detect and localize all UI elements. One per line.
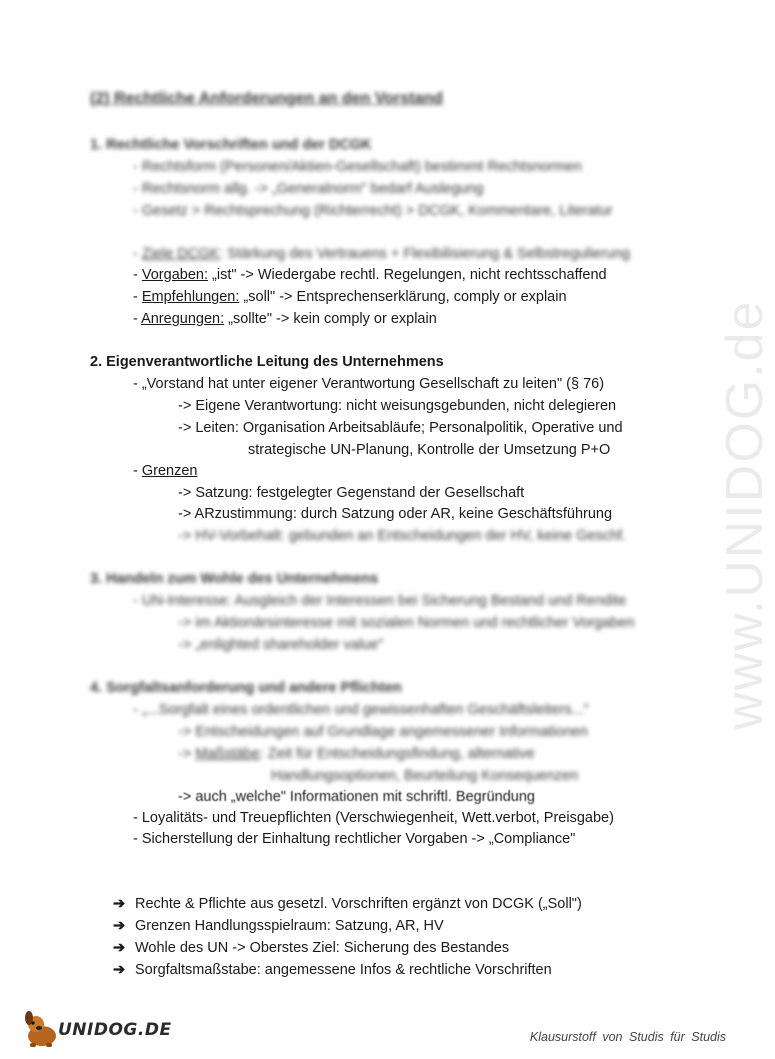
section-4-heading: 4. Sorgfaltsanforderung und andere Pflichten	[90, 680, 402, 696]
summary-item-1-text: Rechte & Pflichte aus gesetzl. Vorschriften ergänzt von DCGK („Soll")	[135, 896, 582, 912]
s3-arrow-2: -> „enlighted shareholder value"	[178, 637, 384, 653]
s2-bullet-2-label: Grenzen	[141, 463, 198, 479]
s2-arrow-5: -> HV-Vorbehalt: gebunden an Entscheidungen der HV, keine Geschf.	[178, 528, 627, 544]
s1-bullet-6-label: Empfehlungen:	[141, 289, 240, 305]
s4-arrow-2-label: Maßstäbe	[195, 746, 260, 762]
s4-arrow-1: -> Entscheidungen auf Grundlage angemessener Informationen	[178, 724, 588, 740]
arrow-right-icon: ➔	[113, 940, 126, 956]
s4-arrow-2-continued: Handlungsoptionen, Beurteilung Konsequenzen	[271, 768, 579, 784]
summary-item-2	[113, 916, 444, 936]
s1-bullet-1: - Rechtsform (Personen/Aktien-Gesellschaft) bestimmt Rechtsnormen	[133, 159, 582, 175]
s2-arrow-2: -> Leiten: Organisation Arbeitsabläufe; Personalpolitik, Operative und	[178, 420, 623, 436]
s4-arrow-2-text: : Zeit für Entscheidungsfindung, alternative	[259, 746, 535, 762]
s4-arrow-2-prefix: ->	[178, 746, 196, 762]
s1-bullet-4-text: : Stärkung des Vertrauens + Flexibilisierung & Selbstregulierung	[219, 246, 630, 262]
footer-logo-text: UNIDOG.DE	[58, 1020, 172, 1040]
s3-bullet-1: - UN-Interesse: Ausgleich der Interessen bei Sicherung Bestand und Rendite	[133, 593, 627, 609]
s2-arrow-4: -> ARzustimmung: durch Satzung oder AR, keine Geschäftsführung	[178, 506, 613, 522]
s2-bullet-2	[133, 462, 197, 480]
s3-arrow-1: -> im Aktionärsinteresse mit sozialen Normen und rechtlicher Vorgaben	[178, 615, 635, 631]
s4-bullet-2: - Loyalitäts- und Treuepflichten (Verschwiegenheit, Wett.verbot, Preisgabe)	[133, 810, 614, 826]
s2-bullet-2-prefix: -	[133, 463, 142, 479]
s1-bullet-6-text: „soll" -> Entsprechenserklärung, comply or explain	[239, 289, 567, 305]
s1-bullet-7-text: „sollte" -> kein comply or explain	[224, 311, 437, 327]
s1-bullet-6	[133, 288, 567, 306]
watermark: www.UNIDOG.de	[716, 299, 774, 730]
footer-tagline: Klausurstoff von Studis für Studis	[529, 1030, 726, 1044]
s1-bullet-5	[133, 266, 607, 284]
s1-bullet-2: - Rechtsnorm allg. -> „Generalnorm" bedarf Auslegung	[133, 181, 484, 197]
s2-arrow-1: -> Eigene Verantwortung: nicht weisungsgebunden, nicht delegieren	[178, 398, 617, 414]
s4-arrow-2	[178, 745, 535, 763]
s1-bullet-5-text: „ist" -> Wiedergabe rechtl. Regelungen, nicht rechtsschaffend	[207, 267, 607, 283]
s2-bullet-1: - „Vorstand hat unter eigener Verantwortung Gesellschaft zu leiten" (§ 76)	[133, 376, 605, 392]
summary-item-4	[113, 960, 552, 980]
s1-bullet-4	[133, 245, 630, 263]
section-1-heading: 1. Rechtliche Vorschriften und der DCGK	[90, 137, 372, 153]
s4-arrow-3: -> auch „welche" Informationen mit schriftl. Begründung	[178, 789, 535, 805]
s1-bullet-5-prefix: -	[133, 267, 142, 283]
s2-arrow-3: -> Satzung: festgelegter Gegenstand der Gesellschaft	[178, 485, 525, 501]
summary-item-3-text: Wohle des UN -> Oberstes Ziel: Sicherung des Bestandes	[135, 940, 510, 956]
s4-bullet-1: - „...Sorgfalt eines ordentlichen und gewissenhaften Geschäftsleiters..."	[133, 702, 589, 718]
s1-bullet-4-prefix: -	[133, 246, 142, 262]
summary-item-2-text: Grenzen Handlungsspielraum: Satzung, AR, HV	[135, 918, 444, 934]
summary-item-4-text: Sorgfaltsmaßstabe: angemessene Infos & rechtliche Vorschriften	[135, 962, 552, 978]
summary-item-3	[113, 938, 509, 958]
arrow-right-icon: ➔	[113, 896, 126, 912]
s1-bullet-4-label: Ziele DCGK	[141, 246, 220, 262]
s1-bullet-5-label: Vorgaben:	[141, 267, 208, 283]
s1-bullet-3: - Gesetz > Rechtsprechung (Richterrecht) > DCGK, Kommentare, Literatur	[133, 203, 613, 219]
summary-item-1	[113, 894, 582, 914]
s2-arrow-2-continued: strategische UN-Planung, Kontrolle der Umsetzung P+O	[248, 442, 611, 458]
s1-bullet-7-label: Anregungen:	[141, 311, 225, 327]
arrow-right-icon: ➔	[113, 918, 126, 934]
s1-bullet-7	[133, 310, 437, 328]
section-2-heading: 2. Eigenverantwortliche Leitung des Unternehmens	[90, 354, 444, 370]
section-3-heading: 3. Handeln zum Wohle des Unternehmens	[90, 571, 379, 587]
s1-bullet-6-prefix: -	[133, 289, 142, 305]
s4-bullet-3: - Sicherstellung der Einhaltung rechtlicher Vorgaben -> „Compliance"	[133, 831, 576, 847]
page-title: (2) Rechtliche Anforderungen an den Vorstand	[90, 90, 443, 107]
s1-bullet-7-prefix: -	[133, 311, 142, 327]
arrow-right-icon: ➔	[113, 962, 126, 978]
